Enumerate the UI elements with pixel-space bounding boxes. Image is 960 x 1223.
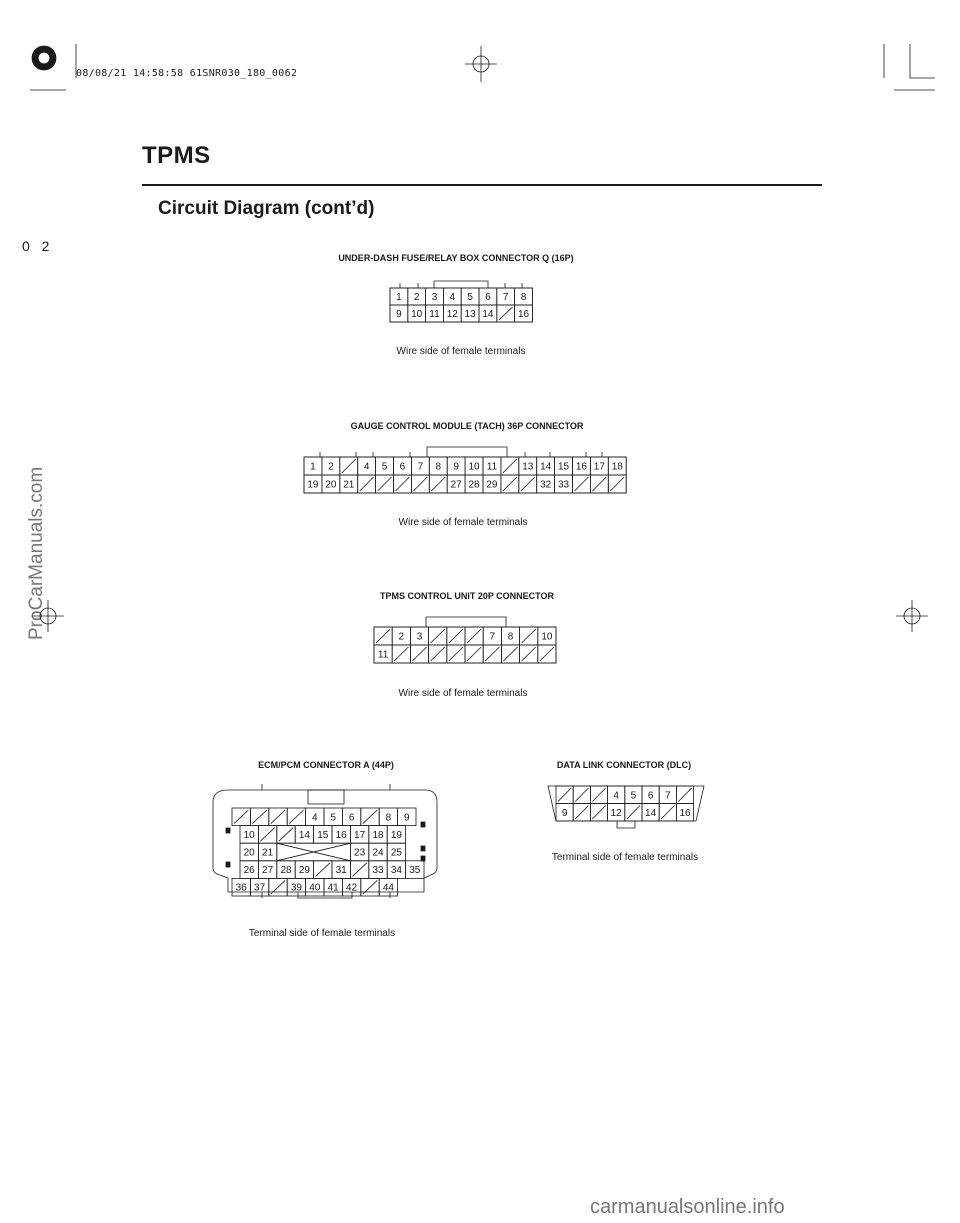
gauge-terminal-label: 19 — [307, 479, 319, 491]
ecm-terminal-label: 10 — [243, 829, 255, 841]
fuse-box-terminal-label: 1 — [396, 292, 402, 303]
gauge-terminal-label: 2 — [328, 461, 334, 473]
ecm-blocked-cavity — [363, 810, 377, 824]
dlc-terminal-label: 9 — [561, 807, 568, 819]
tpms-blocked-cavity — [376, 629, 390, 643]
tpms-terminal-label: 7 — [489, 631, 496, 643]
tpms-blocked-cavity — [485, 647, 499, 661]
gauge-blocked-cavity — [521, 477, 535, 491]
dlc-connector-title: DATA LINK CONNECTOR (DLC) — [556, 760, 692, 770]
page-title: TPMS — [142, 142, 211, 169]
dlc-terminal-label: 14 — [645, 807, 657, 819]
tpms-blocked-cavity — [522, 647, 536, 661]
ecm-terminal-label: 17 — [354, 829, 366, 841]
ecm-connector-note: Terminal side of female terminals — [248, 928, 396, 939]
gauge-terminal-label: 6 — [399, 461, 406, 473]
ecm-connector-key — [421, 846, 425, 851]
ecm-connector-bottom-tab — [298, 892, 352, 898]
tpms-blocked-cavity — [503, 647, 517, 661]
dlc-terminal-label: 12 — [610, 807, 622, 819]
tpms-terminal-label: 2 — [398, 631, 405, 643]
gauge-terminal-label: 29 — [486, 479, 498, 491]
tpms-blocked-cavity — [412, 647, 426, 661]
print-stamp: 08/08/21 14:58:58 61SNR030_180_0062 — [76, 68, 298, 79]
ecm-terminal-label: 5 — [330, 812, 336, 824]
tpms-blocked-cavity — [522, 629, 536, 643]
watermark-left: ProCarManuals.com — [26, 466, 47, 640]
fuse-box-connector-note: Wire side of female terminals — [396, 346, 526, 357]
dlc-terminal-label: 16 — [679, 807, 691, 819]
fuse-box-terminal-label: 16 — [517, 309, 530, 320]
fuse-box-terminal-label: 14 — [482, 309, 494, 320]
ecm-terminal-label: 24 — [372, 847, 384, 859]
gauge-terminal-label: 1 — [310, 461, 316, 473]
ecm-terminal-label: 35 — [409, 865, 421, 877]
dlc-blocked-cavity — [661, 806, 674, 820]
tpms-blocked-cavity — [431, 629, 445, 643]
tpms-connector — [374, 617, 556, 663]
tpms-blocked-cavity — [467, 647, 481, 661]
ecm-blocked-cavity — [352, 863, 366, 877]
fuse-box-connector-lock — [434, 281, 488, 288]
fuse-box-terminal-label: 7 — [502, 292, 509, 303]
fuse-box-terminal-label: 13 — [464, 309, 476, 320]
gauge-terminal-label: 9 — [453, 461, 459, 473]
section-subtitle: Circuit Diagram (cont’d) — [158, 198, 375, 219]
ecm-terminal-label: 42 — [346, 882, 358, 894]
tpms-terminal-label: 3 — [416, 631, 423, 643]
tpms-terminal-label: 10 — [541, 631, 553, 643]
gauge-connector-note: Wire side of female terminals — [398, 517, 528, 528]
gauge-terminal-label: 21 — [343, 479, 355, 491]
gauge-blocked-cavity — [575, 477, 589, 491]
fuse-box-terminal-label: 6 — [485, 292, 491, 303]
fuse-box-terminal-label: 12 — [446, 309, 458, 320]
ecm-terminal-label: 8 — [385, 812, 392, 824]
fuse-box-terminal-label: 9 — [396, 309, 402, 320]
ecm-connector-shell — [213, 790, 437, 892]
gauge-terminal-label: 15 — [557, 461, 570, 473]
gauge-blocked-cavity — [413, 477, 427, 491]
gauge-connector — [304, 447, 626, 493]
dlc-terminal-label: 5 — [630, 790, 637, 802]
tpms-blocked-cavity — [467, 629, 481, 643]
ecm-terminal-label: 25 — [390, 847, 402, 859]
ecm-blocked-cavity — [234, 810, 248, 824]
fuse-box-connector — [390, 281, 532, 322]
ecm-terminal-label: 34 — [390, 865, 402, 877]
watermark-bottom: carmanualsonline.info — [590, 1196, 785, 1218]
gauge-blocked-cavity — [503, 477, 517, 491]
gauge-terminal-label: 18 — [611, 461, 623, 473]
gauge-terminal-label: 17 — [593, 461, 605, 473]
ecm-connector-lock — [308, 790, 344, 804]
tpms-terminal-label: 8 — [507, 631, 514, 643]
ecm-terminal-label: 9 — [404, 812, 410, 824]
ecm-terminal-label: 31 — [335, 865, 347, 877]
fuse-box-terminal-label: 4 — [449, 292, 456, 303]
fuse-box-blocked-cavity — [499, 307, 513, 320]
tpms-connector-title: TPMS CONTROL UNIT 20P CONNECTOR — [379, 591, 555, 601]
gauge-terminal-label: 27 — [450, 479, 462, 491]
ecm-terminal-label: 36 — [235, 882, 247, 894]
ecm-terminal-label: 28 — [280, 865, 292, 877]
dlc-blocked-cavity — [678, 788, 691, 802]
gauge-terminal-label: 8 — [435, 461, 442, 473]
ecm-terminal-label: 20 — [243, 847, 255, 859]
ecm-connector-title: ECM/PCM CONNECTOR A (44P) — [258, 760, 394, 770]
dlc-blocked-cavity — [627, 806, 640, 820]
fuse-box-connector-title: UNDER-DASH FUSE/RELAY BOX CONNECTOR Q (16P) — [338, 253, 574, 263]
gauge-blocked-cavity — [378, 477, 392, 491]
tpms-blocked-cavity — [449, 629, 463, 643]
gauge-blocked-cavity — [360, 477, 374, 491]
dlc-blocked-cavity — [592, 788, 605, 802]
ecm-terminal-label: 41 — [327, 882, 339, 894]
gauge-connector-title: GAUGE CONTROL MODULE (TACH) 36P CONNECTOR — [350, 421, 584, 431]
ecm-blocked-cavity — [279, 828, 293, 842]
fuse-box-terminal-label: 5 — [467, 292, 473, 303]
ecm-terminal-label: 4 — [312, 812, 318, 824]
dlc-blocked-cavity — [558, 788, 571, 802]
ecm-terminal-label: 39 — [290, 882, 302, 894]
gauge-terminal-label: 4 — [363, 461, 370, 473]
gauge-terminal-label: 20 — [325, 479, 337, 491]
gauge-blocked-cavity — [610, 477, 624, 491]
tpms-blocked-cavity — [449, 647, 463, 661]
gauge-blocked-cavity — [592, 477, 606, 491]
dlc-terminal-label: 7 — [665, 790, 671, 802]
dlc-blocked-cavity — [592, 806, 605, 820]
ecm-connector-key — [226, 862, 230, 867]
gauge-terminal-label: 5 — [381, 461, 388, 473]
ecm-connector-key — [226, 828, 230, 833]
gauge-terminal-label: 7 — [417, 461, 424, 473]
ecm-blocked-cavity — [252, 810, 266, 824]
ecm-blocked-cavity — [260, 828, 274, 842]
ecm-blocked-cavity — [271, 810, 285, 824]
ecm-connector-key — [421, 856, 425, 861]
tpms-blocked-cavity — [394, 647, 408, 661]
ecm-terminal-label: 29 — [298, 865, 310, 877]
dlc-connector-note: Terminal side of female terminals — [551, 852, 699, 863]
gauge-connector-lock — [427, 447, 507, 457]
gauge-terminal-label: 10 — [468, 461, 480, 473]
ecm-connector — [213, 784, 437, 898]
ecm-terminal-label: 37 — [254, 882, 266, 894]
tpms-connector-lock — [426, 617, 506, 627]
ecm-terminal-label: 33 — [372, 865, 384, 877]
ecm-terminal-label: 27 — [262, 865, 274, 877]
gauge-terminal-label: 11 — [486, 461, 498, 473]
fuse-box-terminal-label: 3 — [431, 292, 438, 303]
ecm-terminal-label: 16 — [335, 829, 347, 841]
gauge-blocked-cavity — [342, 459, 356, 473]
gauge-terminal-label: 32 — [540, 479, 552, 491]
dlc-blocked-cavity — [575, 788, 588, 802]
ecm-terminal-label: 6 — [348, 812, 355, 824]
ecm-terminal-label: 23 — [354, 847, 366, 859]
ecm-terminal-label: 18 — [372, 829, 384, 841]
tpms-terminal-label: 11 — [377, 649, 389, 661]
gauge-terminal-label: 28 — [468, 479, 480, 491]
gauge-blocked-cavity — [431, 477, 445, 491]
tpms-blocked-cavity — [431, 647, 445, 661]
fuse-box-terminal-label: 10 — [411, 309, 423, 320]
ecm-blocked-cavity — [316, 863, 330, 877]
dlc-terminal-label: 6 — [647, 790, 654, 802]
ecm-terminal-label: 14 — [298, 829, 310, 841]
ecm-terminal-label: 44 — [382, 882, 394, 894]
gauge-blocked-cavity — [396, 477, 410, 491]
ecm-terminal-label: 19 — [390, 829, 402, 841]
gauge-terminal-label: 14 — [540, 461, 552, 473]
gauge-terminal-label: 16 — [575, 461, 588, 473]
fuse-box-terminal-label: 8 — [520, 292, 527, 303]
ecm-terminal-label: 21 — [262, 847, 274, 859]
ecm-terminal-label: 40 — [309, 882, 321, 894]
dlc-blocked-cavity — [575, 806, 588, 820]
gauge-terminal-label: 33 — [557, 479, 570, 491]
ecm-connector-key — [421, 822, 425, 827]
fuse-box-terminal-label: 2 — [413, 292, 420, 303]
dlc-terminal-label: 4 — [613, 790, 619, 802]
gauge-blocked-cavity — [503, 459, 517, 473]
fuse-box-terminal-label: 11 — [429, 309, 440, 320]
dlc-connector-key — [617, 821, 635, 828]
ecm-blocked-cavity — [289, 810, 303, 824]
gauge-terminal-label: 13 — [522, 461, 534, 473]
dlc-connector — [548, 786, 704, 828]
tpms-blocked-cavity — [540, 647, 554, 661]
page-code: 0 2 — [22, 238, 54, 254]
ecm-terminal-label: 15 — [317, 829, 329, 841]
ecm-terminal-label: 26 — [243, 865, 255, 877]
tpms-connector-note: Wire side of female terminals — [398, 688, 528, 699]
